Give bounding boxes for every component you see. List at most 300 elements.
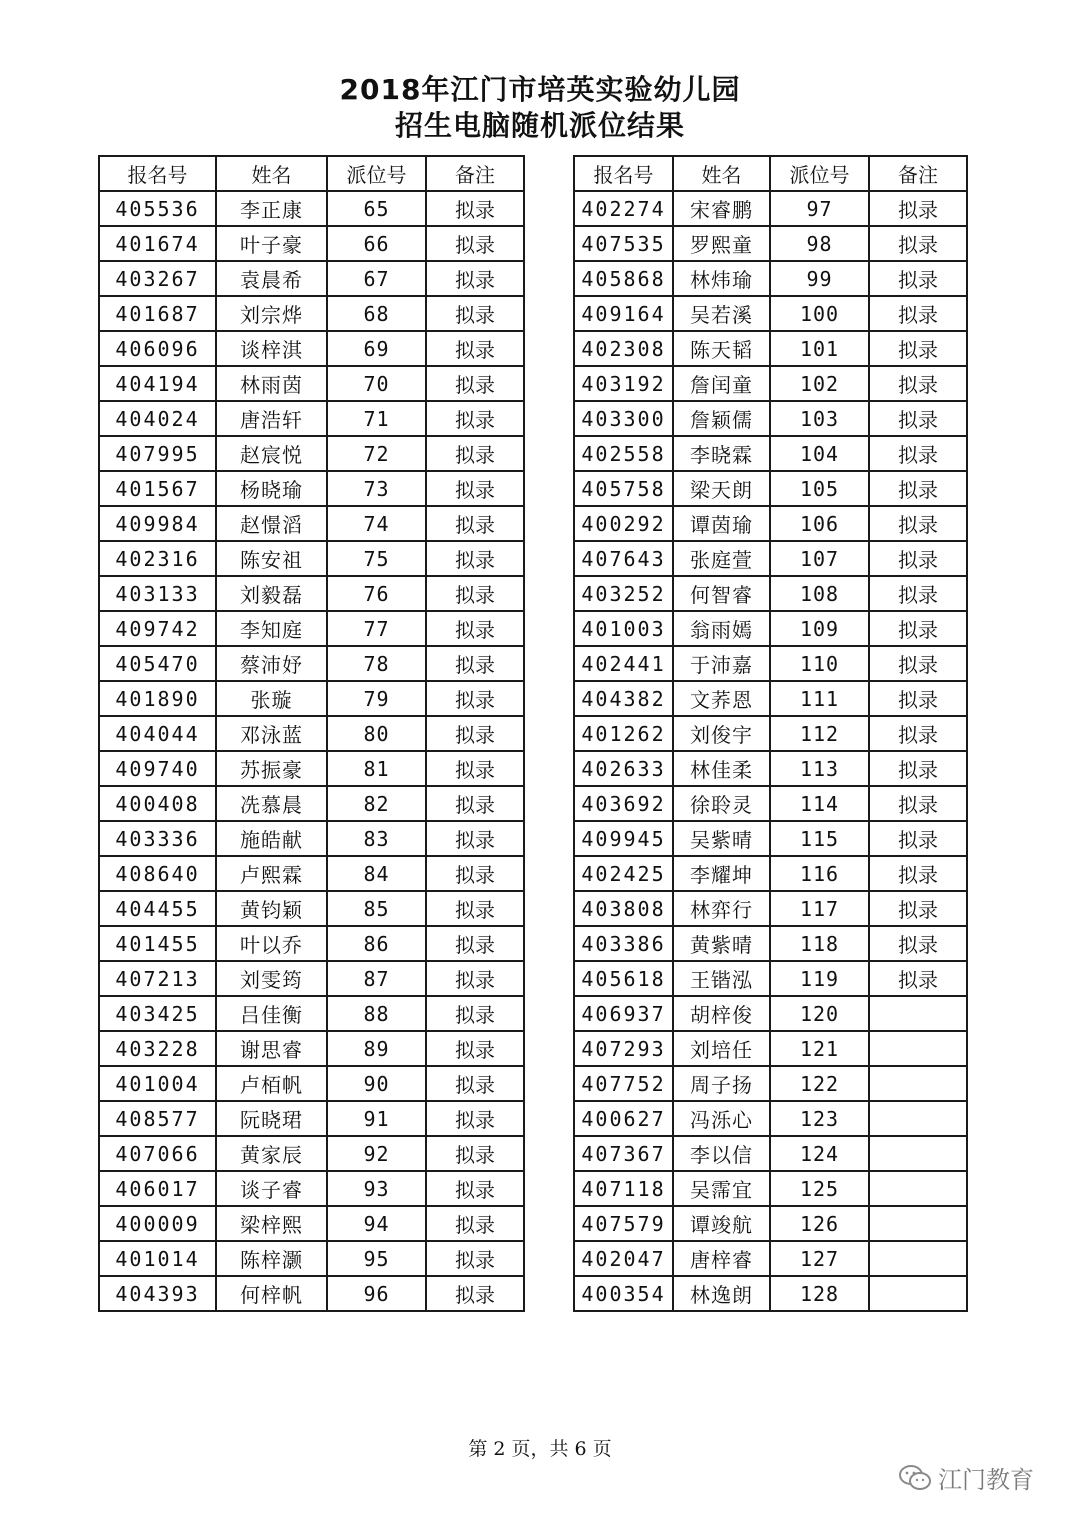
name-cell: 赵憬滔 (216, 506, 327, 541)
remark-cell: 拟录 (869, 961, 967, 996)
remark-cell: 拟录 (869, 191, 967, 226)
name-cell: 阮晓珺 (216, 1101, 327, 1136)
registration-no-cell: 403300 (574, 401, 673, 436)
table-row (99, 716, 524, 751)
name-cell: 赵宸悦 (216, 436, 327, 471)
registration-no-cell: 409740 (99, 751, 216, 786)
registration-no-cell: 403252 (574, 576, 673, 611)
name-cell: 唐浩轩 (216, 401, 327, 436)
remark-cell: 拟录 (426, 436, 524, 471)
name-cell: 何梓帆 (216, 1276, 327, 1311)
remark-cell: 拟录 (426, 1101, 524, 1136)
table-row (574, 191, 967, 226)
table-row (574, 576, 967, 611)
table-row (574, 1206, 967, 1241)
name-cell: 刘俊宇 (673, 716, 770, 751)
allocation-no-cell: 104 (770, 436, 869, 471)
name-cell: 于沛嘉 (673, 646, 770, 681)
table-row (574, 471, 967, 506)
remark-cell (869, 1206, 967, 1241)
name-cell: 吴若溪 (673, 296, 770, 331)
registration-no-cell: 400408 (99, 786, 216, 821)
table-row (99, 1276, 524, 1311)
remark-cell: 拟录 (426, 926, 524, 961)
registration-no-cell: 403336 (99, 821, 216, 856)
remark-cell: 拟录 (869, 471, 967, 506)
name-cell: 李知庭 (216, 611, 327, 646)
remark-cell: 拟录 (426, 366, 524, 401)
registration-no-cell: 403386 (574, 926, 673, 961)
allocation-no-cell: 122 (770, 1066, 869, 1101)
remark-cell (869, 1241, 967, 1276)
allocation-no-cell: 127 (770, 1241, 869, 1276)
table-row (574, 436, 967, 471)
table-row (99, 1066, 524, 1101)
remark-cell: 拟录 (426, 1206, 524, 1241)
remark-cell: 拟录 (426, 1241, 524, 1276)
remark-cell: 拟录 (426, 751, 524, 786)
table-row (574, 891, 967, 926)
allocation-no-cell: 118 (770, 926, 869, 961)
allocation-no-cell: 72 (327, 436, 426, 471)
remark-cell: 拟录 (426, 191, 524, 226)
table-row (99, 926, 524, 961)
remark-cell: 拟录 (426, 1171, 524, 1206)
allocation-no-cell: 123 (770, 1101, 869, 1136)
allocation-no-cell: 89 (327, 1031, 426, 1066)
registration-no-cell: 405868 (574, 261, 673, 296)
name-cell: 叶子豪 (216, 226, 327, 261)
remark-cell: 拟录 (426, 1136, 524, 1171)
registration-no-cell: 406937 (574, 996, 673, 1031)
table-row (99, 1101, 524, 1136)
remark-cell: 拟录 (426, 681, 524, 716)
remark-cell: 拟录 (869, 226, 967, 261)
registration-no-cell: 404382 (574, 681, 673, 716)
remark-cell: 拟录 (426, 961, 524, 996)
allocation-no-cell: 125 (770, 1171, 869, 1206)
table-row (574, 856, 967, 891)
registration-no-cell: 409984 (99, 506, 216, 541)
table-row (99, 401, 524, 436)
registration-no-cell: 404455 (99, 891, 216, 926)
allocation-no-cell: 93 (327, 1171, 426, 1206)
table-row (574, 261, 967, 296)
remark-cell: 拟录 (426, 1031, 524, 1066)
allocation-no-cell: 111 (770, 681, 869, 716)
name-cell: 卢熙霖 (216, 856, 327, 891)
allocation-no-cell: 71 (327, 401, 426, 436)
allocation-no-cell: 77 (327, 611, 426, 646)
remark-cell: 拟录 (426, 1066, 524, 1101)
registration-no-cell: 402425 (574, 856, 673, 891)
table-row (99, 1241, 524, 1276)
name-cell: 陈梓灏 (216, 1241, 327, 1276)
remark-cell (869, 1171, 967, 1206)
name-cell: 文荞恩 (673, 681, 770, 716)
remark-cell: 拟录 (869, 261, 967, 296)
table-row (99, 261, 524, 296)
name-cell: 谢思睿 (216, 1031, 327, 1066)
right-result-table (573, 155, 968, 1312)
table-row (574, 716, 967, 751)
registration-no-cell: 407213 (99, 961, 216, 996)
table-row (99, 506, 524, 541)
allocation-no-cell: 69 (327, 331, 426, 366)
remark-cell: 拟录 (869, 541, 967, 576)
allocation-no-cell: 112 (770, 716, 869, 751)
allocation-no-cell: 85 (327, 891, 426, 926)
registration-no-cell: 402308 (574, 331, 673, 366)
table-row (99, 681, 524, 716)
allocation-no-cell: 103 (770, 401, 869, 436)
allocation-no-cell: 95 (327, 1241, 426, 1276)
remark-cell: 拟录 (426, 331, 524, 366)
remark-cell: 拟录 (869, 401, 967, 436)
name-cell: 吴紫晴 (673, 821, 770, 856)
allocation-no-cell: 79 (327, 681, 426, 716)
allocation-no-cell: 90 (327, 1066, 426, 1101)
remark-cell: 拟录 (869, 611, 967, 646)
table-row (99, 331, 524, 366)
header-name: 姓名 (216, 156, 327, 191)
remark-cell: 拟录 (426, 296, 524, 331)
allocation-no-cell: 82 (327, 786, 426, 821)
remark-cell: 拟录 (869, 751, 967, 786)
name-cell: 何智睿 (673, 576, 770, 611)
registration-no-cell: 407118 (574, 1171, 673, 1206)
registration-no-cell: 403692 (574, 786, 673, 821)
remark-cell (869, 1276, 967, 1311)
registration-no-cell: 401004 (99, 1066, 216, 1101)
registration-no-cell: 401262 (574, 716, 673, 751)
table-row (99, 1136, 524, 1171)
registration-no-cell: 407367 (574, 1136, 673, 1171)
allocation-no-cell: 120 (770, 996, 869, 1031)
remark-cell (869, 996, 967, 1031)
name-cell: 王锴泓 (673, 961, 770, 996)
remark-cell: 拟录 (869, 716, 967, 751)
name-cell: 宋睿鹏 (673, 191, 770, 226)
allocation-no-cell: 124 (770, 1136, 869, 1171)
remark-cell: 拟录 (869, 856, 967, 891)
table-row (99, 751, 524, 786)
table-row (99, 856, 524, 891)
header-remark: 备注 (869, 156, 967, 191)
table-row (99, 436, 524, 471)
allocation-no-cell: 106 (770, 506, 869, 541)
registration-no-cell: 405536 (99, 191, 216, 226)
table-row (574, 821, 967, 856)
table-row (574, 1241, 967, 1276)
table-row (99, 541, 524, 576)
table-row (99, 786, 524, 821)
name-cell: 林弈行 (673, 891, 770, 926)
registration-no-cell: 409742 (99, 611, 216, 646)
table-row (574, 961, 967, 996)
name-cell: 施皓献 (216, 821, 327, 856)
name-cell: 谈子睿 (216, 1171, 327, 1206)
table-row (574, 331, 967, 366)
registration-no-cell: 402441 (574, 646, 673, 681)
allocation-no-cell: 102 (770, 366, 869, 401)
name-cell: 陈安祖 (216, 541, 327, 576)
allocation-no-cell: 83 (327, 821, 426, 856)
registration-no-cell: 401455 (99, 926, 216, 961)
allocation-no-cell: 67 (327, 261, 426, 296)
remark-cell (869, 1101, 967, 1136)
remark-cell: 拟录 (869, 506, 967, 541)
allocation-no-cell: 105 (770, 471, 869, 506)
remark-cell: 拟录 (426, 576, 524, 611)
registration-no-cell: 406096 (99, 331, 216, 366)
registration-no-cell: 407995 (99, 436, 216, 471)
registration-no-cell: 404024 (99, 401, 216, 436)
table-row (574, 681, 967, 716)
registration-no-cell: 400009 (99, 1206, 216, 1241)
allocation-no-cell: 78 (327, 646, 426, 681)
table-row (99, 891, 524, 926)
registration-no-cell: 401014 (99, 1241, 216, 1276)
table-row (99, 226, 524, 261)
name-cell: 李正康 (216, 191, 327, 226)
registration-no-cell: 403133 (99, 576, 216, 611)
name-cell: 邓泳蓝 (216, 716, 327, 751)
table-row (99, 821, 524, 856)
allocation-no-cell: 94 (327, 1206, 426, 1241)
registration-no-cell: 402558 (574, 436, 673, 471)
registration-no-cell: 404044 (99, 716, 216, 751)
table-header-row (99, 156, 524, 191)
table-row (99, 961, 524, 996)
remark-cell: 拟录 (426, 401, 524, 436)
remark-cell: 拟录 (869, 296, 967, 331)
registration-no-cell: 409945 (574, 821, 673, 856)
registration-no-cell: 402316 (99, 541, 216, 576)
allocation-no-cell: 119 (770, 961, 869, 996)
header-name: 姓名 (673, 156, 770, 191)
name-cell: 黄紫晴 (673, 926, 770, 961)
allocation-no-cell: 76 (327, 576, 426, 611)
name-cell: 詹颖儒 (673, 401, 770, 436)
name-cell: 林佳柔 (673, 751, 770, 786)
registration-no-cell: 401890 (99, 681, 216, 716)
name-cell: 林雨茵 (216, 366, 327, 401)
table-row (99, 576, 524, 611)
name-cell: 周子扬 (673, 1066, 770, 1101)
table-row (574, 1031, 967, 1066)
remark-cell: 拟录 (426, 226, 524, 261)
name-cell: 卢栢帆 (216, 1066, 327, 1101)
table-row (574, 611, 967, 646)
allocation-no-cell: 65 (327, 191, 426, 226)
name-cell: 陈天韬 (673, 331, 770, 366)
registration-no-cell: 402633 (574, 751, 673, 786)
remark-cell: 拟录 (426, 541, 524, 576)
remark-cell: 拟录 (426, 786, 524, 821)
name-cell: 刘培任 (673, 1031, 770, 1066)
table-row (574, 1171, 967, 1206)
remark-cell: 拟录 (869, 786, 967, 821)
remark-cell: 拟录 (426, 716, 524, 751)
allocation-no-cell: 75 (327, 541, 426, 576)
name-cell: 张庭萱 (673, 541, 770, 576)
table-row (99, 1206, 524, 1241)
allocation-no-cell: 117 (770, 891, 869, 926)
table-row (99, 611, 524, 646)
table-row (574, 226, 967, 261)
name-cell: 谭竣航 (673, 1206, 770, 1241)
registration-no-cell: 402047 (574, 1241, 673, 1276)
allocation-no-cell: 70 (327, 366, 426, 401)
name-cell: 刘毅磊 (216, 576, 327, 611)
table-row (574, 366, 967, 401)
name-cell: 黄钧颖 (216, 891, 327, 926)
name-cell: 李晓霖 (673, 436, 770, 471)
registration-no-cell: 402274 (574, 191, 673, 226)
remark-cell: 拟录 (869, 646, 967, 681)
allocation-no-cell: 66 (327, 226, 426, 261)
allocation-no-cell: 121 (770, 1031, 869, 1066)
allocation-no-cell: 128 (770, 1276, 869, 1311)
name-cell: 林炜瑜 (673, 261, 770, 296)
name-cell: 李以信 (673, 1136, 770, 1171)
name-cell: 冯泺心 (673, 1101, 770, 1136)
allocation-no-cell: 96 (327, 1276, 426, 1311)
allocation-no-cell: 91 (327, 1101, 426, 1136)
document-title-line2: 招生电脑随机派位结果 (394, 109, 685, 142)
registration-no-cell: 407752 (574, 1066, 673, 1101)
allocation-no-cell: 80 (327, 716, 426, 751)
registration-no-cell: 403808 (574, 891, 673, 926)
table-header-row (574, 156, 967, 191)
table-row (574, 926, 967, 961)
remark-cell: 拟录 (426, 611, 524, 646)
registration-no-cell: 409164 (574, 296, 673, 331)
table-row (574, 1066, 967, 1101)
allocation-no-cell: 113 (770, 751, 869, 786)
remark-cell: 拟录 (869, 576, 967, 611)
remark-cell: 拟录 (869, 891, 967, 926)
name-cell: 吕佳衡 (216, 996, 327, 1031)
name-cell: 袁晨希 (216, 261, 327, 296)
remark-cell: 拟录 (869, 436, 967, 471)
remark-cell: 拟录 (426, 261, 524, 296)
allocation-no-cell: 100 (770, 296, 869, 331)
watermark-text: 江门教育 (938, 1466, 1034, 1494)
table-row (574, 296, 967, 331)
table-row (574, 1101, 967, 1136)
name-cell: 冼慕晨 (216, 786, 327, 821)
remark-cell: 拟录 (869, 366, 967, 401)
allocation-no-cell: 126 (770, 1206, 869, 1241)
name-cell: 翁雨嫣 (673, 611, 770, 646)
header-remark: 备注 (426, 156, 524, 191)
registration-no-cell: 405470 (99, 646, 216, 681)
allocation-no-cell: 108 (770, 576, 869, 611)
table-row (574, 1276, 967, 1311)
remark-cell: 拟录 (869, 681, 967, 716)
document-title-line1: 2018年江门市培英实验幼儿园 (339, 73, 741, 106)
header-allocation-no: 派位号 (770, 156, 869, 191)
remark-cell: 拟录 (426, 891, 524, 926)
registration-no-cell: 408640 (99, 856, 216, 891)
remark-cell: 拟录 (426, 506, 524, 541)
table-row (574, 996, 967, 1031)
wechat-icon (898, 1464, 932, 1492)
table-row (99, 1171, 524, 1206)
page-footer: 第 2 页，共 6 页 (468, 1438, 612, 1460)
registration-no-cell: 407579 (574, 1206, 673, 1241)
name-cell: 杨晓瑜 (216, 471, 327, 506)
name-cell: 胡梓俊 (673, 996, 770, 1031)
allocation-no-cell: 115 (770, 821, 869, 856)
registration-no-cell: 404194 (99, 366, 216, 401)
name-cell: 罗熙童 (673, 226, 770, 261)
registration-no-cell: 401567 (99, 471, 216, 506)
name-cell: 徐聆灵 (673, 786, 770, 821)
table-row (574, 401, 967, 436)
name-cell: 刘雯筠 (216, 961, 327, 996)
name-cell: 詹闰童 (673, 366, 770, 401)
name-cell: 苏振豪 (216, 751, 327, 786)
table-row (99, 996, 524, 1031)
name-cell: 叶以乔 (216, 926, 327, 961)
registration-no-cell: 405758 (574, 471, 673, 506)
table-row (99, 471, 524, 506)
allocation-no-cell: 101 (770, 331, 869, 366)
registration-no-cell: 401687 (99, 296, 216, 331)
table-row (99, 646, 524, 681)
registration-no-cell: 403192 (574, 366, 673, 401)
table-row (574, 786, 967, 821)
allocation-no-cell: 99 (770, 261, 869, 296)
allocation-no-cell: 92 (327, 1136, 426, 1171)
registration-no-cell: 403267 (99, 261, 216, 296)
watermark (898, 1460, 1034, 1495)
name-cell: 谈梓淇 (216, 331, 327, 366)
table-row (99, 191, 524, 226)
allocation-no-cell: 116 (770, 856, 869, 891)
registration-no-cell: 400292 (574, 506, 673, 541)
registration-no-cell: 400627 (574, 1101, 673, 1136)
allocation-no-cell: 97 (770, 191, 869, 226)
allocation-no-cell: 98 (770, 226, 869, 261)
remark-cell (869, 1066, 967, 1101)
registration-no-cell: 403425 (99, 996, 216, 1031)
registration-no-cell: 408577 (99, 1101, 216, 1136)
allocation-no-cell: 73 (327, 471, 426, 506)
name-cell: 李耀坤 (673, 856, 770, 891)
registration-no-cell: 401674 (99, 226, 216, 261)
registration-no-cell: 407643 (574, 541, 673, 576)
table-row (574, 541, 967, 576)
allocation-no-cell: 87 (327, 961, 426, 996)
header-registration-no: 报名号 (574, 156, 673, 191)
allocation-no-cell: 81 (327, 751, 426, 786)
table-row (99, 1031, 524, 1066)
registration-no-cell: 407066 (99, 1136, 216, 1171)
table-row (99, 296, 524, 331)
left-result-table (98, 155, 525, 1312)
name-cell: 刘宗烨 (216, 296, 327, 331)
allocation-no-cell: 68 (327, 296, 426, 331)
registration-no-cell: 407535 (574, 226, 673, 261)
registration-no-cell: 405618 (574, 961, 673, 996)
table-row (99, 366, 524, 401)
registration-no-cell: 401003 (574, 611, 673, 646)
name-cell: 蔡沛妤 (216, 646, 327, 681)
